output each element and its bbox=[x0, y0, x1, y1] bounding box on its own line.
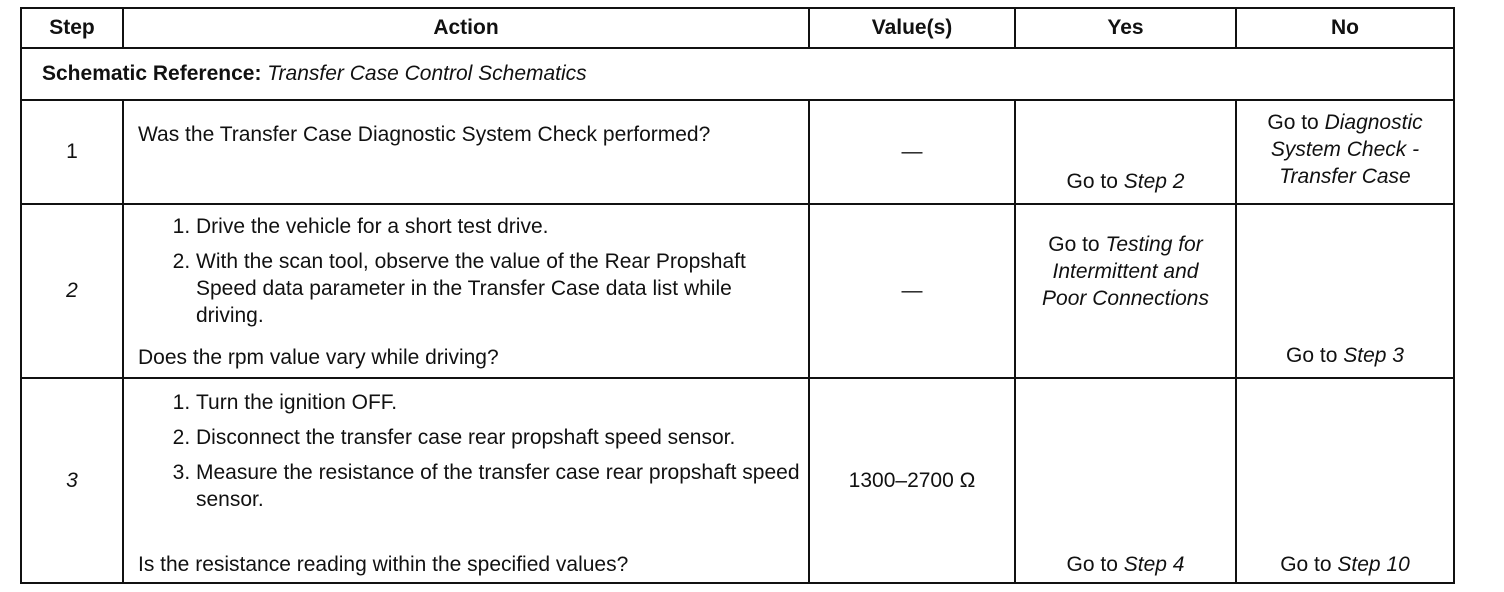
yes-cell: Go to Step 2 bbox=[1015, 100, 1236, 204]
yes-cell: Go to Step 4 bbox=[1015, 378, 1236, 583]
yes-link[interactable]: Intermittent and bbox=[1052, 260, 1199, 283]
table-row bbox=[21, 378, 1454, 583]
value-cell: 1300–2700 Ω bbox=[809, 378, 1015, 583]
header-values: Value(s) bbox=[809, 8, 1015, 48]
action-question: Does the rpm value vary while driving? bbox=[138, 346, 499, 369]
no-cell: Go to Step 3 bbox=[1236, 204, 1454, 378]
value-cell: — bbox=[809, 100, 1015, 204]
action-question: Is the resistance reading within the specified values? bbox=[138, 553, 629, 576]
no-link[interactable]: System Check - bbox=[1270, 138, 1420, 161]
yes-link[interactable]: Step 4 bbox=[1123, 553, 1185, 576]
no-link[interactable]: Step 10 bbox=[1337, 553, 1410, 576]
header-action: Action bbox=[123, 8, 809, 48]
step-number: 1 bbox=[21, 100, 123, 204]
no-link[interactable]: Transfer Case bbox=[1279, 165, 1411, 188]
yes-cell: Go to Testing for Intermittent and Poor Connections bbox=[1015, 204, 1236, 378]
yes-link[interactable]: Poor Connections bbox=[1042, 287, 1209, 310]
schematic-row bbox=[21, 48, 1454, 100]
no-cell: Go to Diagnostic System Check - Transfer Case bbox=[1236, 100, 1454, 204]
yes-link[interactable]: Testing for bbox=[1105, 233, 1203, 256]
yes-link[interactable]: Step 2 bbox=[1123, 170, 1185, 193]
header-step: Step bbox=[21, 8, 123, 48]
action-cell bbox=[123, 204, 809, 378]
header-yes: Yes bbox=[1015, 8, 1236, 48]
diagnostic-table bbox=[20, 7, 1455, 584]
table-row bbox=[21, 204, 1454, 378]
schematic-reference bbox=[21, 48, 1454, 100]
action-step: 2. Disconnect the transfer case rear propshaft speed sensor. bbox=[196, 424, 800, 451]
action-step: 2. With the scan tool, observe the value of the Rear Propshaft Speed data parameter in the Transfer Case data list while driving. bbox=[196, 248, 800, 329]
action-step: 1. Turn the ignition OFF. bbox=[196, 389, 800, 416]
no-link[interactable]: Step 3 bbox=[1343, 344, 1404, 367]
value-cell: — bbox=[809, 204, 1015, 378]
no-cell: Go to Step 10 bbox=[1236, 378, 1454, 583]
no-link[interactable]: Diagnostic bbox=[1324, 111, 1423, 134]
action-steps bbox=[138, 389, 800, 521]
step-number: 3 bbox=[21, 378, 123, 583]
action-steps bbox=[138, 213, 800, 337]
action-step: 1. Drive the vehicle for a short test drive. bbox=[196, 213, 800, 240]
step-number: 2 bbox=[21, 204, 123, 378]
action-step: 3. Measure the resistance of the transfer case rear propshaft speed sensor. bbox=[196, 459, 800, 513]
schematic-link[interactable]: Transfer Case Control Schematics bbox=[267, 62, 587, 85]
header-row bbox=[21, 8, 1454, 48]
action-cell bbox=[123, 100, 809, 204]
action-text: Was the Transfer Case Diagnostic System Check performed? bbox=[138, 123, 711, 146]
header-no: No bbox=[1236, 8, 1454, 48]
schematic-label: Schematic Reference: bbox=[42, 62, 262, 85]
action-cell bbox=[123, 378, 809, 583]
table-row bbox=[21, 100, 1454, 204]
